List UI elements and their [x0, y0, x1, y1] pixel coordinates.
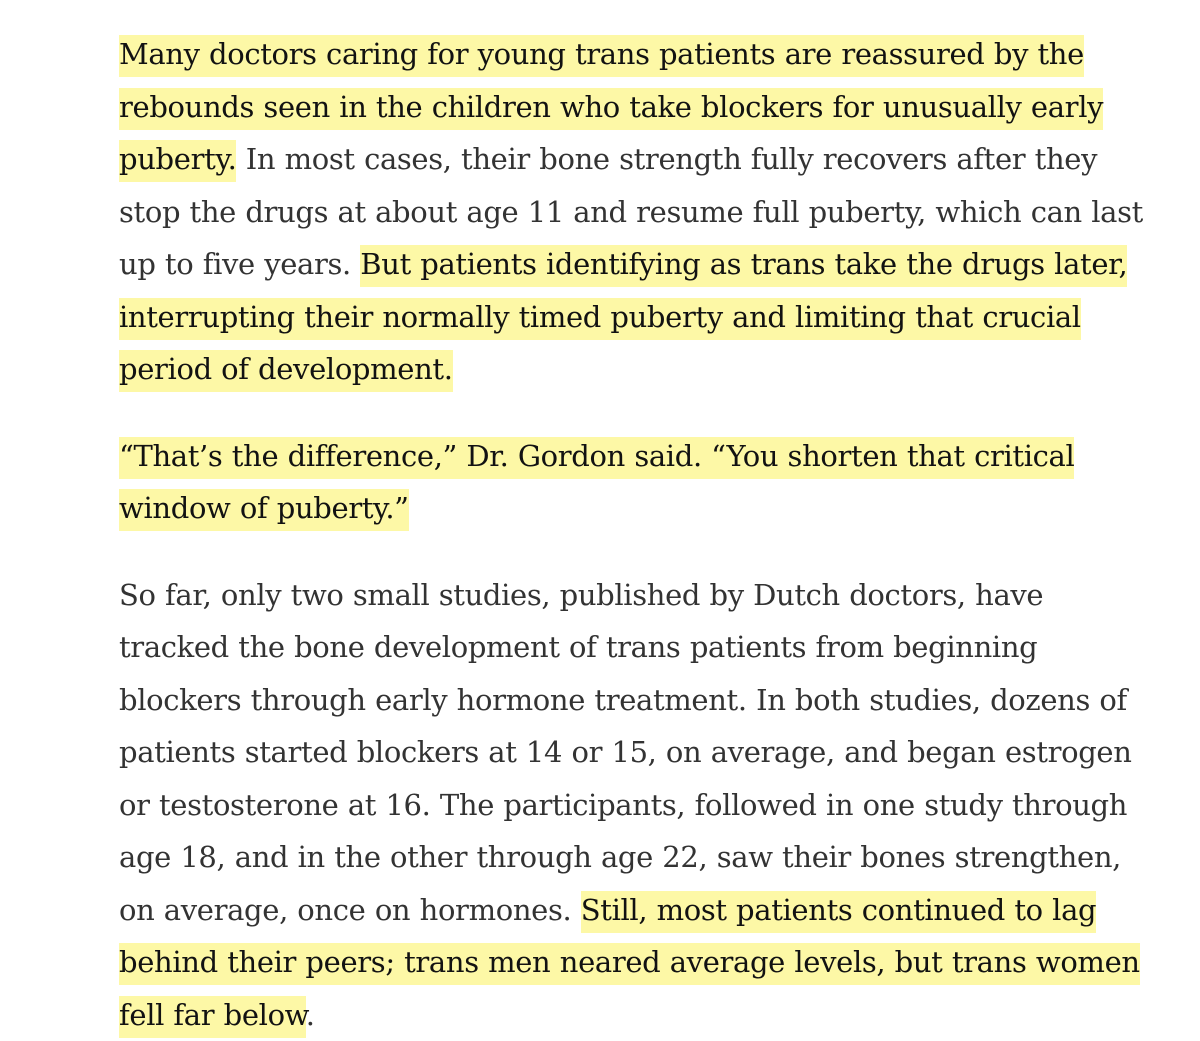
highlighted-text: Still, most patients continued to lag behind their peers; trans men neared average levels, but trans women fell far below — [119, 891, 1140, 1038]
body-text: In most cases, their bone strength fully recovers after they stop the drugs at about age 11 and resume full puberty, which can last up to five years. — [119, 142, 1143, 281]
article-body — [119, 28, 1159, 1041]
highlighted-text: But patients identifying as trans take the drugs later, interrupting their normally timed puberty and limiting that crucial period of development. — [119, 245, 1127, 392]
body-text: So far, only two small studies, published by Dutch doctors, have tracked the bone development of trans patients from beginning blockers through early hormone treatment. In both studies, dozens of patients started blockers at 14 or 15, on average, and began estrogen or testosterone at 16. The participants, followed in one study through age 18, and in the other through age 22, saw their bones strengthen, on average, once on hormones. — [119, 578, 1132, 927]
highlighted-quote: “That’s the difference,” Dr. Gordon said. “You shorten that critical window of puberty.” — [119, 437, 1074, 532]
highlighted-text: Many doctors caring for young trans patients are reassured by the rebounds seen in the children who take blockers for unusually early puberty. — [119, 35, 1103, 182]
paragraph-puberty-rebound — [119, 28, 1159, 396]
paragraph-dutch-studies — [119, 569, 1159, 1041]
paragraph-gordon-quote — [119, 430, 1159, 535]
body-text: . — [306, 998, 315, 1032]
